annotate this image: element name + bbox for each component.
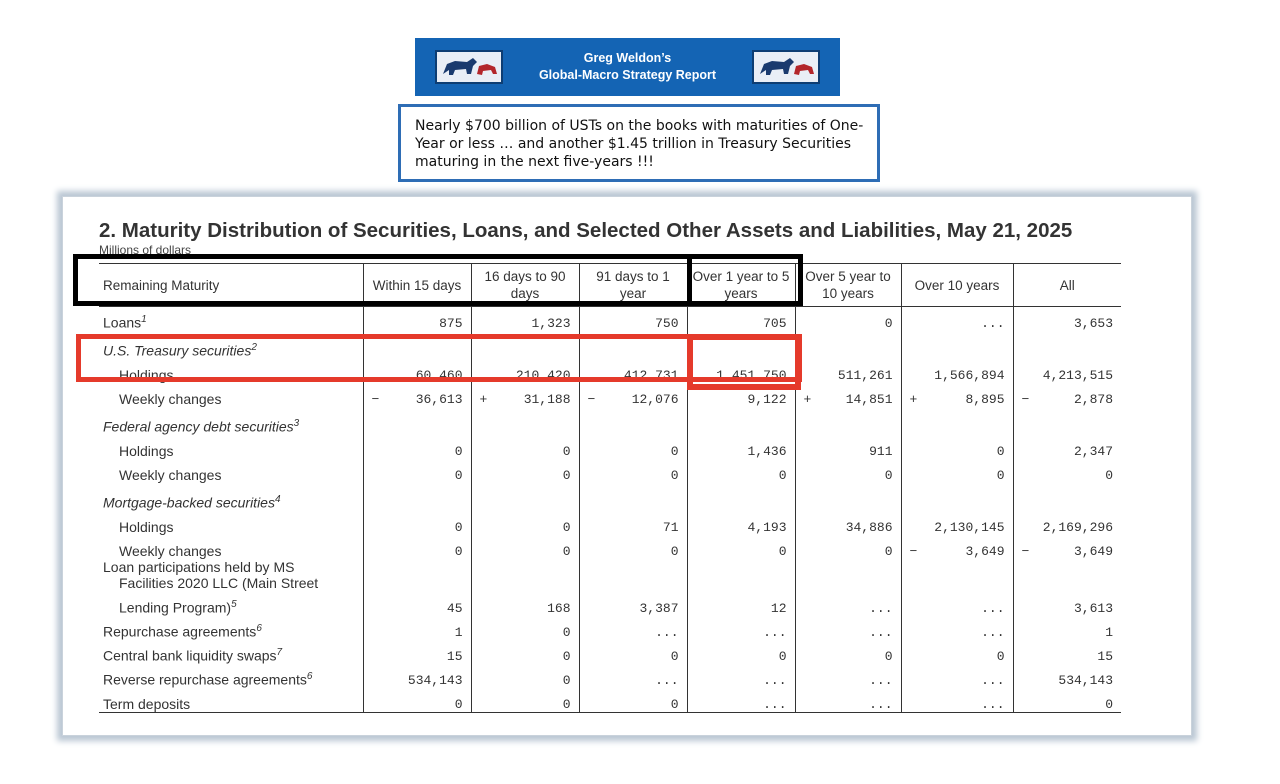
table-units: Millions of dollars bbox=[99, 243, 192, 257]
value-text: ... bbox=[763, 672, 787, 688]
value-cell bbox=[579, 359, 687, 383]
value-cell bbox=[687, 664, 795, 688]
value-text: 4,213,515 bbox=[1042, 368, 1113, 383]
value-cell bbox=[579, 435, 687, 459]
value-cell bbox=[363, 688, 471, 713]
bull-bear-logo-icon bbox=[752, 50, 820, 84]
value-text: 15 bbox=[446, 648, 463, 664]
value-text: 0 bbox=[996, 444, 1005, 459]
value-text: ... bbox=[981, 600, 1005, 616]
value-text: ... bbox=[981, 696, 1005, 712]
value-text: 0 bbox=[1105, 468, 1113, 483]
value-text: 3,649 bbox=[1073, 544, 1113, 559]
value-text: 2,878 bbox=[1073, 392, 1113, 407]
value-text: 71 bbox=[662, 520, 679, 535]
value-cell bbox=[687, 459, 795, 483]
col-header: Within 15 days bbox=[363, 264, 471, 307]
value-cell bbox=[901, 535, 1013, 559]
value-text: ... bbox=[981, 316, 1005, 331]
table-row bbox=[99, 640, 1121, 664]
value-text: ... bbox=[869, 600, 893, 616]
value-text: 0 bbox=[670, 696, 679, 712]
section-label: Mortgage-backed securities$^4$ bbox=[103, 494, 281, 511]
value-cell bbox=[687, 616, 795, 640]
col-header: Over 10 years bbox=[901, 264, 1013, 307]
value-text: 0 bbox=[562, 696, 571, 712]
table-title: 2. Maturity Distribution of Securities, Loans, and Selected Other Assets and Liabilities, May 21, 2025 bbox=[99, 219, 1073, 242]
value-text: 12,076 bbox=[631, 392, 679, 407]
value-text: 1,436 bbox=[747, 444, 787, 459]
value-cell bbox=[901, 307, 1013, 332]
value-text: ... bbox=[869, 672, 893, 688]
table-row bbox=[99, 664, 1121, 688]
value-cell bbox=[471, 664, 579, 688]
value-cell bbox=[901, 688, 1013, 713]
value-text: 4,193 bbox=[747, 520, 787, 535]
value-text: 0 bbox=[454, 544, 463, 559]
value-cell bbox=[471, 459, 579, 483]
value-text: 0 bbox=[670, 544, 679, 559]
value-cell bbox=[795, 383, 901, 407]
value-cell bbox=[795, 559, 901, 616]
value-cell bbox=[579, 383, 687, 407]
value-text: 0 bbox=[778, 544, 787, 559]
value-text: 0 bbox=[884, 544, 893, 559]
table-row bbox=[99, 483, 1121, 511]
value-cell bbox=[795, 359, 901, 383]
value-cell bbox=[1013, 459, 1121, 483]
change-sign: − bbox=[371, 392, 380, 407]
value-cell bbox=[795, 664, 901, 688]
value-text: 0 bbox=[454, 468, 463, 483]
value-text: 0 bbox=[454, 444, 463, 459]
maturity-distribution-table bbox=[99, 263, 1121, 713]
value-cell bbox=[471, 511, 579, 535]
value-cell bbox=[1013, 559, 1121, 616]
value-text: 0 bbox=[996, 468, 1005, 483]
value-cell bbox=[363, 559, 471, 616]
table-row bbox=[99, 331, 1121, 359]
value-cell bbox=[901, 616, 1013, 640]
value-text: 1,566,894 bbox=[934, 368, 1005, 383]
row-label: Holdings bbox=[119, 367, 174, 383]
value-cell bbox=[363, 640, 471, 664]
value-cell bbox=[579, 616, 687, 640]
value-text: 36,613 bbox=[415, 392, 463, 407]
value-cell bbox=[795, 688, 901, 713]
value-cell bbox=[901, 359, 1013, 383]
row-label: Holdings bbox=[119, 443, 174, 459]
value-cell bbox=[471, 616, 579, 640]
value-text: 705 bbox=[763, 316, 787, 331]
value-cell bbox=[1013, 535, 1121, 559]
change-sign: + bbox=[909, 392, 918, 407]
value-cell bbox=[795, 307, 901, 332]
value-text: 8,895 bbox=[965, 392, 1005, 407]
table-row bbox=[99, 383, 1121, 407]
change-sign: − bbox=[1021, 544, 1030, 559]
value-cell bbox=[901, 664, 1013, 688]
value-cell bbox=[1013, 640, 1121, 664]
table-row bbox=[99, 459, 1121, 483]
banner-title bbox=[515, 50, 740, 84]
value-cell bbox=[795, 459, 901, 483]
value-cell bbox=[471, 307, 579, 332]
value-cell bbox=[795, 435, 901, 459]
value-text: 3,387 bbox=[639, 600, 679, 616]
table-row bbox=[99, 688, 1121, 713]
value-cell bbox=[687, 307, 795, 332]
value-text: 1 bbox=[1105, 624, 1113, 640]
value-cell bbox=[687, 511, 795, 535]
value-cell bbox=[901, 559, 1013, 616]
value-text: 31,188 bbox=[523, 392, 571, 407]
row-label: Weekly changes bbox=[119, 543, 222, 559]
value-cell bbox=[579, 688, 687, 713]
table-header-row bbox=[99, 264, 1121, 307]
value-cell bbox=[795, 535, 901, 559]
row-label: Weekly changes bbox=[119, 467, 222, 483]
col-header: 16 days to 90 days bbox=[471, 264, 579, 307]
report-banner bbox=[415, 38, 840, 96]
value-text: 15 bbox=[1097, 648, 1113, 664]
maturity-table-panel bbox=[62, 196, 1192, 736]
value-cell bbox=[687, 359, 795, 383]
value-text: 911 bbox=[869, 444, 893, 459]
value-cell bbox=[1013, 307, 1121, 332]
value-cell bbox=[471, 688, 579, 713]
row-label: Reverse repurchase agreements$^6$ bbox=[103, 671, 313, 688]
value-text: 12 bbox=[770, 600, 787, 616]
value-cell bbox=[363, 307, 471, 332]
value-cell bbox=[363, 616, 471, 640]
value-text: 14,851 bbox=[845, 392, 893, 407]
table-row bbox=[99, 435, 1121, 459]
value-text: 0 bbox=[670, 648, 679, 664]
value-text: ... bbox=[655, 624, 679, 640]
value-text: 0 bbox=[562, 672, 571, 688]
value-cell bbox=[363, 359, 471, 383]
value-cell bbox=[579, 640, 687, 664]
table-row bbox=[99, 511, 1121, 535]
row-label: Weekly changes bbox=[119, 391, 222, 407]
value-cell bbox=[901, 511, 1013, 535]
value-cell bbox=[1013, 511, 1121, 535]
table-row bbox=[99, 407, 1121, 435]
section-label: U.S. Treasury securities$^2$ bbox=[103, 342, 257, 359]
row-label: Holdings bbox=[119, 519, 174, 535]
value-text: 3,649 bbox=[965, 544, 1005, 559]
value-text: 0 bbox=[884, 316, 893, 331]
table-row bbox=[99, 359, 1121, 383]
value-cell bbox=[363, 383, 471, 407]
col-header: Over 1 year to 5 years bbox=[687, 264, 795, 307]
value-text: 168 bbox=[547, 600, 571, 616]
value-cell bbox=[687, 640, 795, 664]
value-text: 210,420 bbox=[515, 368, 571, 383]
value-text: 0 bbox=[778, 648, 787, 664]
value-cell bbox=[687, 535, 795, 559]
col-header: Remaining Maturity bbox=[99, 264, 363, 307]
commentary-callout bbox=[398, 104, 880, 182]
value-text: 534,143 bbox=[1058, 672, 1113, 688]
value-cell bbox=[579, 559, 687, 616]
row-label: Central bank liquidity swaps$^7$ bbox=[103, 647, 283, 664]
value-text: 2,347 bbox=[1073, 444, 1113, 459]
value-text: 0 bbox=[562, 444, 571, 459]
change-sign: + bbox=[479, 392, 488, 407]
value-cell bbox=[579, 307, 687, 332]
value-text: 0 bbox=[562, 544, 571, 559]
col-header: 91 days to 1 year bbox=[579, 264, 687, 307]
value-cell bbox=[471, 535, 579, 559]
value-text: ... bbox=[655, 672, 679, 688]
value-text: 45 bbox=[446, 600, 463, 616]
value-text: 2,130,145 bbox=[934, 520, 1005, 535]
value-cell bbox=[795, 640, 901, 664]
value-cell bbox=[795, 616, 901, 640]
value-text: 0 bbox=[562, 468, 571, 483]
change-sign: + bbox=[803, 392, 812, 407]
value-cell bbox=[363, 459, 471, 483]
value-cell bbox=[901, 435, 1013, 459]
value-cell bbox=[471, 559, 579, 616]
value-text: 750 bbox=[655, 316, 679, 331]
value-text: 0 bbox=[670, 444, 679, 459]
value-cell bbox=[363, 535, 471, 559]
value-cell bbox=[1013, 359, 1121, 383]
value-text: 3,613 bbox=[1073, 600, 1113, 616]
value-cell bbox=[579, 664, 687, 688]
value-cell bbox=[471, 359, 579, 383]
row-label: Loans$^1$ bbox=[103, 314, 147, 331]
value-text: 0 bbox=[454, 696, 463, 712]
value-text: 9,122 bbox=[747, 392, 787, 407]
value-text: 0 bbox=[562, 624, 571, 640]
value-text: 0 bbox=[884, 648, 893, 664]
change-sign: − bbox=[909, 544, 918, 559]
value-cell bbox=[687, 688, 795, 713]
value-cell bbox=[363, 435, 471, 459]
change-sign: − bbox=[587, 392, 596, 407]
value-text: 0 bbox=[884, 468, 893, 483]
value-text: ... bbox=[981, 672, 1005, 688]
value-cell bbox=[901, 640, 1013, 664]
row-label: Loan participations held by MS Facilities 2020 LLC (Main Street Lending Program)$^5$ bbox=[103, 559, 319, 616]
value-text: 534,143 bbox=[407, 672, 463, 688]
value-text: 3,653 bbox=[1073, 316, 1113, 331]
col-header: All bbox=[1013, 264, 1121, 307]
value-text: ... bbox=[763, 696, 787, 712]
value-cell bbox=[1013, 616, 1121, 640]
value-text: 412,731 bbox=[623, 368, 679, 383]
section-label: Federal agency debt securities$^3$ bbox=[103, 418, 300, 435]
value-text: 0 bbox=[778, 468, 787, 483]
value-cell bbox=[687, 435, 795, 459]
value-text: 875 bbox=[439, 316, 463, 331]
table-row bbox=[99, 307, 1121, 332]
value-text: ... bbox=[869, 696, 893, 712]
value-text: 0 bbox=[454, 520, 463, 535]
value-text: 34,886 bbox=[845, 520, 893, 535]
row-label: Term deposits bbox=[99, 688, 363, 713]
value-cell bbox=[471, 435, 579, 459]
value-text: 2,169,296 bbox=[1042, 520, 1113, 535]
table-row bbox=[99, 616, 1121, 640]
value-cell bbox=[901, 383, 1013, 407]
callout-text: Nearly $700 billion of USTs on the books with maturities of One-Year or less … and another $1.45 trillion in Treasury Securities maturing in the next five-years !!! bbox=[415, 118, 864, 170]
table-row bbox=[99, 535, 1121, 559]
value-cell bbox=[363, 511, 471, 535]
banner-title-line1: Greg Weldon’s bbox=[583, 51, 672, 65]
value-text: 1,451,750 bbox=[716, 368, 787, 383]
value-cell bbox=[1013, 664, 1121, 688]
value-text: 0 bbox=[996, 648, 1005, 664]
change-sign: − bbox=[1021, 392, 1030, 407]
value-text: 0 bbox=[562, 648, 571, 664]
value-cell bbox=[579, 459, 687, 483]
value-text: ... bbox=[763, 624, 787, 640]
value-text: ... bbox=[981, 624, 1005, 640]
bull-bear-logo-icon bbox=[435, 50, 503, 84]
value-cell bbox=[363, 664, 471, 688]
value-text: 0 bbox=[670, 468, 679, 483]
value-cell bbox=[901, 459, 1013, 483]
row-label: Repurchase agreements$^6$ bbox=[103, 623, 262, 640]
value-cell bbox=[687, 559, 795, 616]
value-text: 1 bbox=[454, 624, 463, 640]
value-text: 60,460 bbox=[415, 368, 463, 383]
value-cell bbox=[579, 511, 687, 535]
value-cell bbox=[1013, 383, 1121, 407]
value-cell bbox=[1013, 435, 1121, 459]
banner-title-line2: Global-Macro Strategy Report bbox=[538, 68, 717, 82]
col-header: Over 5 year to 10 years bbox=[795, 264, 901, 307]
value-cell bbox=[471, 640, 579, 664]
value-cell bbox=[795, 511, 901, 535]
value-text: ... bbox=[869, 624, 893, 640]
value-cell bbox=[1013, 688, 1121, 713]
table-row bbox=[99, 559, 1121, 616]
value-text: 0 bbox=[562, 520, 571, 535]
value-cell bbox=[471, 383, 579, 407]
value-cell bbox=[687, 383, 795, 407]
value-text: 0 bbox=[1105, 696, 1113, 712]
value-cell bbox=[579, 535, 687, 559]
value-text: 1,323 bbox=[531, 316, 571, 331]
value-text: 511,261 bbox=[837, 368, 893, 383]
